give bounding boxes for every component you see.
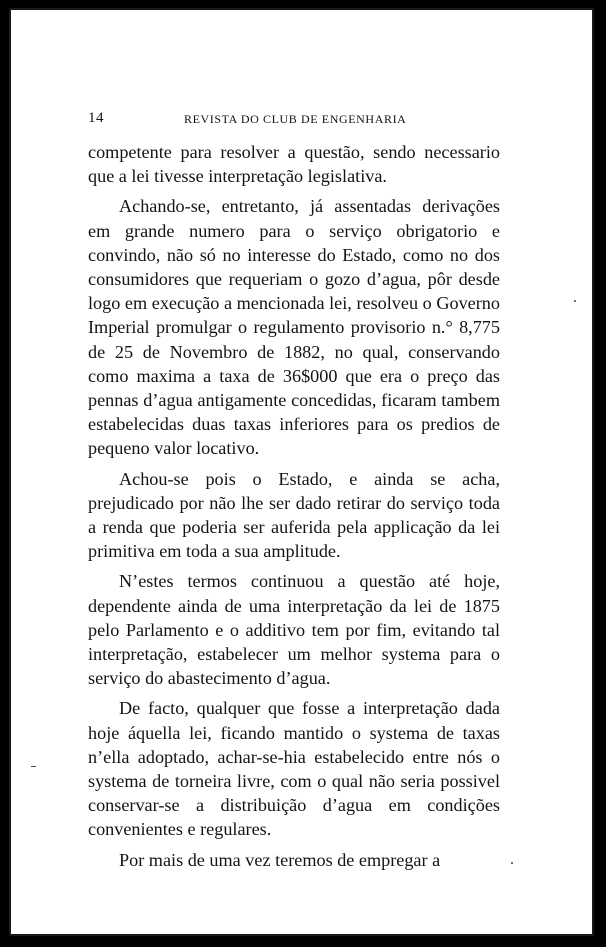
scan-speck bbox=[31, 766, 36, 767]
paragraph: De facto, qualquer que fosse a interpretação dada hoje áquella lei, ficando mantido o systema de taxas n’ella adoptado, achar-se-hia estabelecido entre nós o systema de torneira livre, com o qual não seria possivel conservar-se a distribuição d’agua em condições convenientes e regulares. bbox=[88, 698, 500, 840]
body-text bbox=[88, 140, 500, 872]
paragraph: N’estes termos continuou a questão até hoje, dependente ainda de uma interpretação da lei de 1875 pelo Parlamento e o additivo tem por fim, evitando tal interpretação, estabelecer um melhor systema para o serviço do abastecimento d’agua. bbox=[88, 571, 500, 689]
paragraph: Por mais de uma vez teremos de empregar a bbox=[119, 849, 441, 870]
page-number: 14 bbox=[88, 110, 104, 126]
running-title: REVISTA DO CLUB DE ENGENHARIA bbox=[184, 112, 407, 126]
paragraph: Achando-se, entretanto, já assentadas derivações em grande numero para o serviço obrigatorio e convindo, não só no interesse do Estado, como no dos consumidores que requeriam o gozo d’agua, pôr desde logo em execução a mencionada lei, resolveu o Governo Imperial promulgar o regulamento provisorio n.° 8,775 de 25 de Novembro de 1882, no qual, conservando como maxima a taxa de 36$000 que era o preço das pennas d’agua antigamente concedidas, ficaram tambem estabelecidas duas taxas inferiores para os predios de pequeno valor locativo. bbox=[88, 196, 500, 459]
scan-speck bbox=[574, 300, 576, 302]
paragraph: Achou-se pois o Estado, e ainda se acha, prejudicado por não lhe ser dado retirar do serviço toda a renda que poderia ser auferida pela applicação da lei primitiva em toda a sua amplitude. bbox=[88, 468, 500, 562]
scan-speck bbox=[511, 862, 513, 864]
paragraph-continued: competente para resolver a questão, sendo necessario que a lei tivesse interpretação legislativa. bbox=[88, 142, 500, 187]
